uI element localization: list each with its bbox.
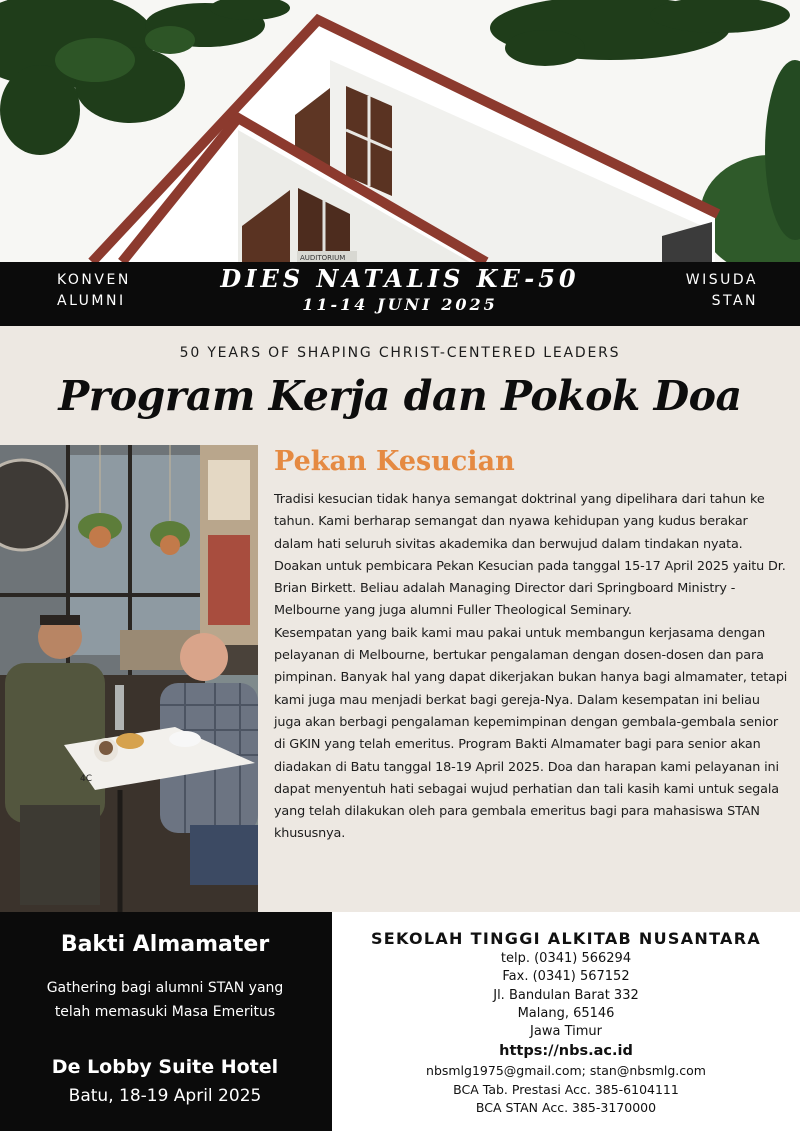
tagline: 50 YEARS OF SHAPING CHRIST-CENTERED LEADERS [179,345,621,361]
auditorium-sign: AUDITORIUM [300,254,346,262]
banner-left-line2: ALUMNI [57,293,126,309]
bakti-description: Gathering bagi alumni STAN yang telah memasuki Masa Emeritus [46,980,284,1020]
bakti-almamater-panel [0,912,330,1131]
building-illustration [0,0,800,262]
banner-right-line1: WISUDA [685,272,758,288]
hero-image [0,0,800,262]
banner-left-line1: KONVEN [57,272,131,288]
bank-account-1: BCA Tab. Prestasi Acc. 385-6104111 [453,1081,679,1097]
contact-fax: Fax. (0341) 567152 [502,969,630,985]
banner-right [686,270,758,312]
website-link[interactable]: https://nbs.ac.id [499,1043,633,1060]
banner-center [0,264,800,316]
article [274,444,790,846]
banner-right-line2: STAN [711,293,758,309]
bakti-date: Batu, 18-19 April 2025 [68,1086,262,1106]
contact-address-street: Jl. Bandulan Barat 332 [493,987,639,1003]
banner-dates: 11-14 JUNI 2025 [302,295,498,314]
table-number: 4C [80,774,93,784]
article-paragraph-2: Kesempatan yang baik kami mau pakai untuk membangun kerjasama dengan pelayanan di Melbourne, bertukar pengalaman dengan dosen-dosen dan para pimpinan. Banyak hal yang dapat dikerjakan bukan hanya bagi almamater, tetapi kami juga mau menjadi berkat bagi gereja-Nya. Dalam kesempatan ini beliau juga akan berbagi pengalaman kepemimpinan dengan gembala-gembala senior di GKIN yang telah emeritus. Program Bakti Almamater bagi para senior akan diadakan di Batu tanggal 18-19 April 2025. Doa dan harapan kami pelayanan ini dapat menyentuh hati sebagai wujud perhatian dan tali kasih kami untuk segala yang telah dilakukan oleh para gembala emeritus bagi para mahasiswa STAN khususnya. [274,625,788,842]
content-section [0,326,800,912]
institution-name: SEKOLAH TINGGI ALKITAB NUSANTARA [370,929,762,948]
banner-title: DIES NATALIS KE-50 [220,264,580,293]
contact-emails[interactable]: nbsmlg1975@gmail.com; stan@nbsmlg.com [426,1063,706,1079]
page-title: Program Kerja dan Pokok Doa [58,372,742,420]
article-paragraph-1: Tradisi kesucian tidak hanya semangat doktrinal yang dipelihara dari tahun ke tahun. Kami berharap semangat dan nyawa kehidupan yang kudus berakar dalam hati seluruh sivitas akademika dan berwujud dalam tindakan nyata. Doakan untuk pembicara Pekan Kesucian pada tanggal 15-17 April 2025 yaitu Dr. Brian Birkett. Beliau adalah Managing Director dari Springboard Ministry -Melbourne yang juga alumni Fuller Theological Seminary. [274,492,786,619]
contact-address-city: Malang, 65146 [517,1005,615,1021]
bank-account-2: BCA STAN Acc. 385-3170000 [475,1100,657,1116]
contact-phone: telp. (0341) 566294 [500,951,632,966]
event-banner [0,262,800,326]
contact-panel [330,912,800,1131]
contact-address-province: Jawa Timur [530,1024,602,1040]
bakti-venue: De Lobby Suite Hotel [51,1056,279,1078]
cafe-photo [0,445,258,912]
bakti-title: Bakti Almamater [60,932,270,957]
section-title: Pekan Kesucian [274,446,515,477]
